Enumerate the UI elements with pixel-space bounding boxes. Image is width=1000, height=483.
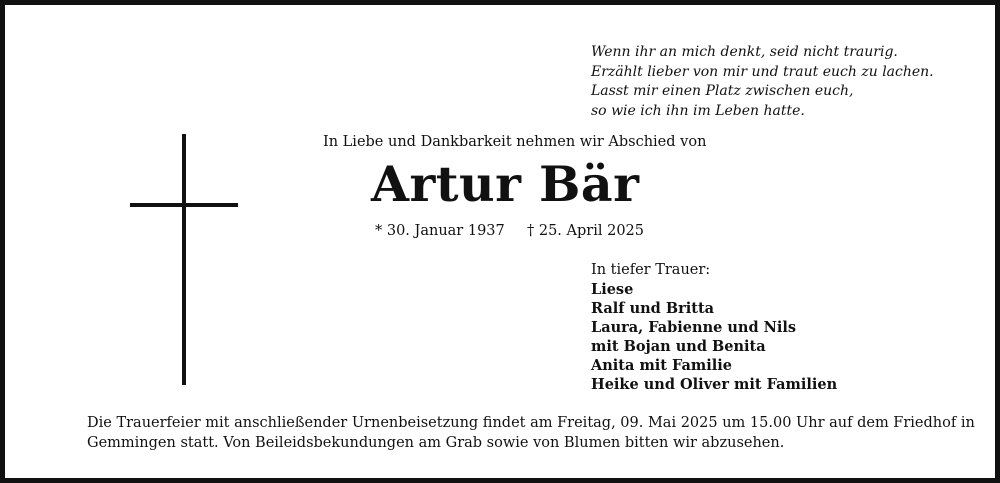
cross-horizontal-bar — [130, 203, 238, 207]
mourner-name: Liese — [591, 281, 634, 298]
mourner-name: Laura, Fabienne und Nils — [591, 319, 797, 336]
poem-line: Lasst mir einen Platz zwischen euch, — [591, 83, 854, 99]
death-date: † 25. April 2025 — [527, 223, 644, 239]
mourner-name: mit Bojan und Benita — [591, 338, 766, 355]
cross-vertical-bar — [182, 134, 186, 385]
mourners-heading: In tiefer Trauer: — [591, 262, 711, 278]
poem — [591, 43, 934, 121]
mourner-name: Ralf und Britta — [591, 300, 715, 317]
poem-line: Erzählt lieber von mir und traut euch zu lachen. — [591, 63, 934, 80]
service-notice-line: Gemmingen statt. Von Beileidsbekundungen am Grab sowie von Blumen bitten wir abzusehen. — [87, 435, 785, 451]
mourners-block — [591, 261, 837, 394]
poem-line: Wenn ihr an mich denkt, seid nicht traurig. — [591, 44, 898, 60]
deceased-name: Artur Bär — [371, 155, 640, 213]
intro-text: In Liebe und Dankbarkeit nehmen wir Abschied von — [323, 134, 707, 150]
poem-line: so wie ich ihn im Leben hatte. — [591, 102, 805, 119]
mourner-name: Heike und Oliver mit Familien — [591, 376, 838, 393]
mourner-name: Anita mit Familie — [591, 357, 733, 374]
birth-date: * 30. Januar 1937 — [375, 223, 505, 239]
service-notice — [87, 413, 975, 453]
service-notice-line: Die Trauerfeier mit anschließender Urnenbeisetzung findet am Freitag, 09. Mai 2025 um 15.00 Uhr auf dem Friedhof in — [87, 415, 975, 431]
